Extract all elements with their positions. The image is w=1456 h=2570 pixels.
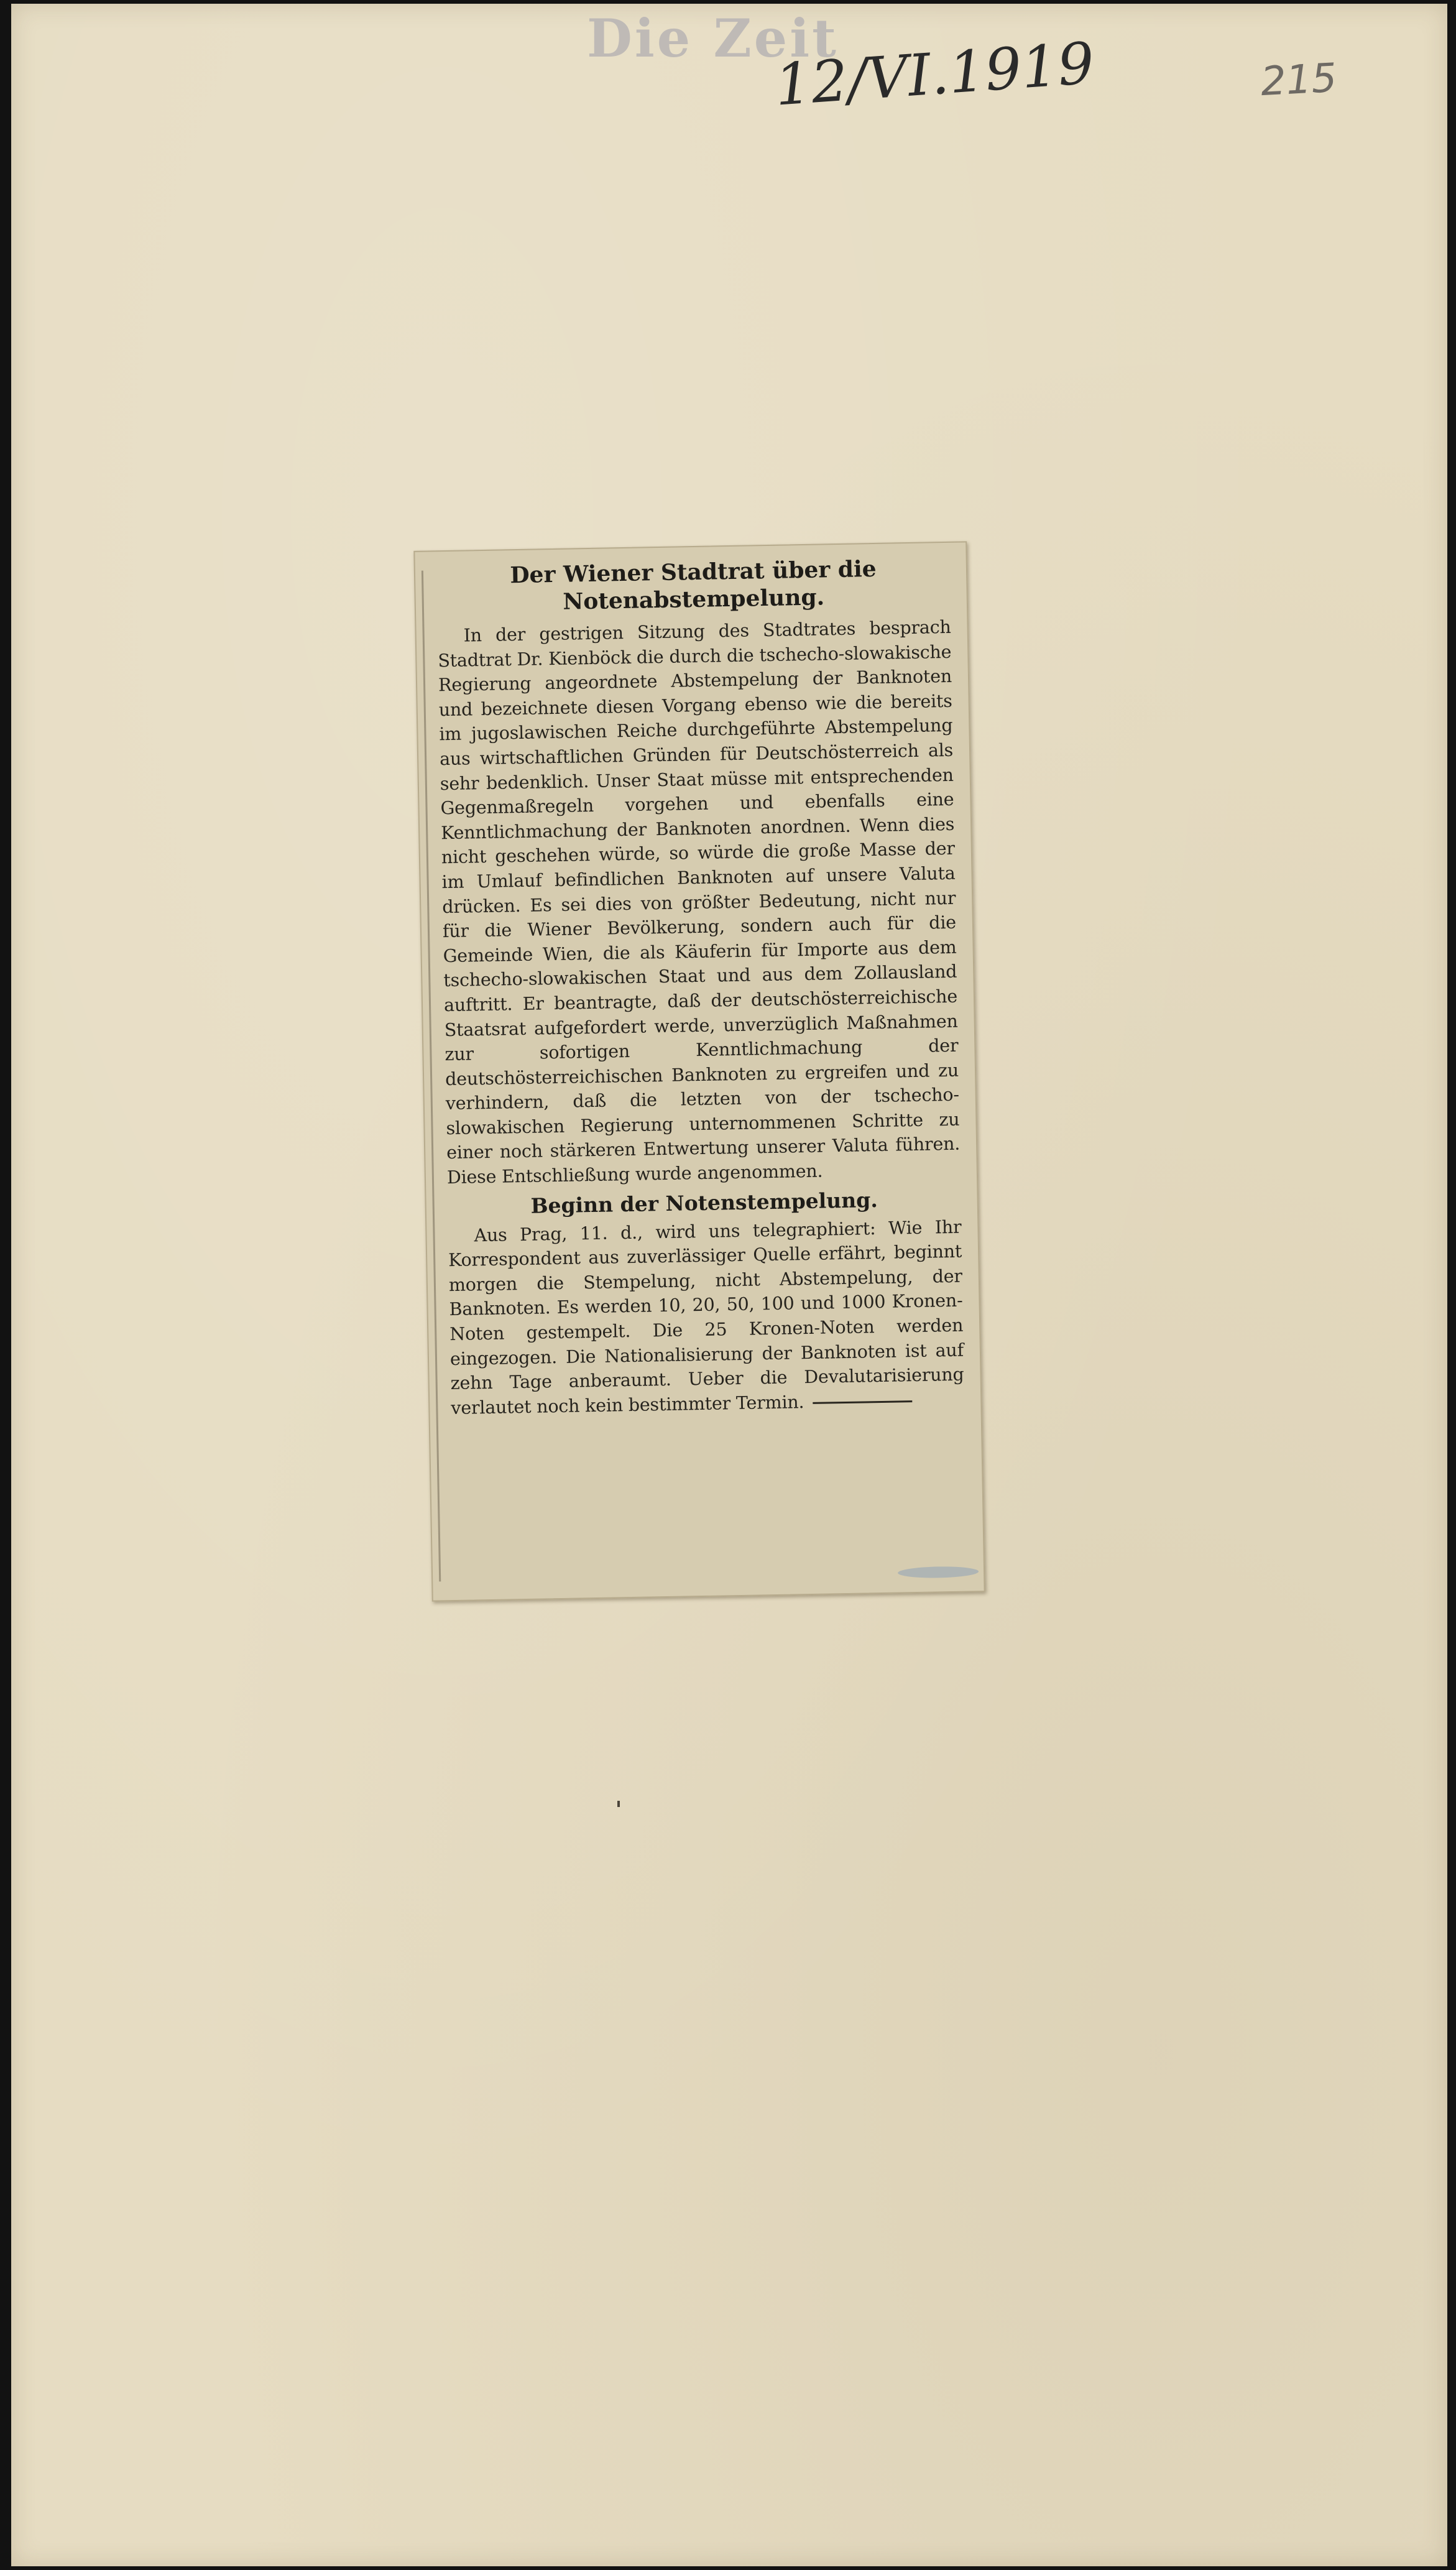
newspaper-clipping [413,541,985,1601]
page-number: 215 [1260,55,1339,106]
article-body-2 [448,1214,964,1420]
end-rule [813,1400,912,1404]
newspaper-stamp: Die Zeit [587,7,839,69]
article-title: Der Wiener Stadtrat über die Notenabstempelung. [510,555,877,615]
article-body: In der gestrigen Sitzung des Stadtrates besprach Stadtrat Dr. Kienböck die durch die tschecho-slowakische Regierung angeordnete Abstempelung der Banknoten und bezeichnete diesen Vorgang ebenso wie die bereits im jugoslawischen Reiche durchgeführte Abstempelung aus wirtschaftlichen Gründen für Deutschösterreich als sehr bedenklich. Unser Staat müsse mit entsprechenden Gegenmaßregeln vorgehen und ebenfalls eine Kenntlichmachung der Banknoten anordnen. Wenn dies nicht geschehen würde, so würde die große Masse der im Umlauf befindlichen Banknoten auf unsere Valuta drücken. Es sei dies von größter Bedeutung, nicht nur für die Wiener Bevölkerung, sondern auch für die Gemeinde Wien, die als Käuferin für Importe aus dem tschecho-slowakischen Staat und aus dem Zollausland auftritt. Er beantragte, daß der deutschösterreichische Staatsrat aufgefordert werde, unverzüglich Maßnahmen zur sofortigen Kenntlichmachung der deutschösterreichischen Banknoten zu ergreifen und zu verhindern, daß die letzten von der tschecho-slowakischen Regierung unternommenen Schritte zu einer noch stärkeren Entwertung unserer Valuta führen. Diese Entschließung wurde angenommen. [438,616,961,1188]
ink-stain [898,1566,979,1578]
article-body-2-text: Aus Prag, 11. d., wird uns telegraphiert: Wie Ihr Korrespondent aus zuverlässiger Quelle erfährt, beginnt morgen die Stempelung, nicht Abstempelung, der Banknoten. Es werden 10, 20, 50, 100 und 1000 Kronen-Noten gestempelt. Die 25 Kronen-Noten werden eingezogen. Die Nationalisierung der Banknoten ist auf zehn Tage anberaumt. Ueber die Devalutarisierung verlautet noch kein bestimmter Termin. [448,1216,964,1418]
handwritten-date: 12/VI.1919 [773,30,1097,119]
article-subtitle: Beginn der Notenstempelung. [530,1187,878,1218]
pin-mark [617,1801,620,1807]
